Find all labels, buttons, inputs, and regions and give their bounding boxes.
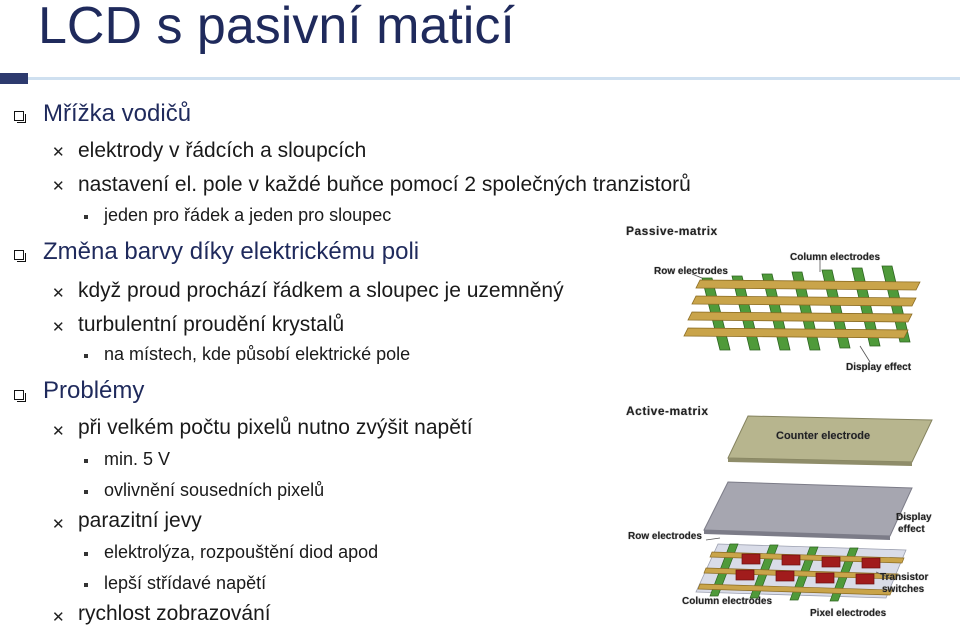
- active-matrix-title: Active-matrix: [626, 404, 709, 418]
- bullet-level2: parazitní jevy: [78, 509, 202, 532]
- gold-electrode: [696, 280, 920, 290]
- cross-bullet-icon: ✕: [52, 516, 65, 533]
- square-bullet-icon: [84, 215, 88, 219]
- column-electrodes-label: Column electrodes: [790, 252, 881, 263]
- square-bullet-icon: [84, 490, 88, 494]
- bullet-level3: ovlivnění sousedních pixelů: [104, 480, 325, 500]
- square-bullet-icon: [14, 250, 25, 261]
- square-bullet-icon: [14, 390, 25, 401]
- pixel-electrode: [736, 570, 754, 580]
- square-bullet-icon: [84, 583, 88, 587]
- pixel-electrode: [816, 573, 834, 583]
- cross-bullet-icon: ✕: [52, 285, 65, 302]
- bullet-level1: Změna barvy díky elektrickému poli: [43, 238, 420, 265]
- bullet-level1: Problémy: [43, 377, 145, 404]
- bullet-level3: elektrolýza, rozpouštění diod apod: [104, 542, 379, 562]
- cross-bullet-icon: ✕: [52, 144, 65, 161]
- bullet-level2: rychlost zobrazování: [78, 602, 271, 625]
- display-effect-line1: Display: [896, 512, 932, 523]
- pixel-electrode: [782, 555, 800, 565]
- passive-matrix-diagram: [620, 222, 950, 382]
- transistor-label-line1: Transistor: [880, 572, 929, 583]
- title-rule: [28, 77, 960, 80]
- bullet-level2: nastavení el. pole v každé buňce pomocí 2 společných tranzistorů: [78, 173, 691, 196]
- active-matrix-figure: [620, 402, 950, 624]
- cross-bullet-icon: ✕: [52, 319, 65, 336]
- cross-bullet-icon: ✕: [52, 609, 65, 626]
- display-effect-line2: effect: [898, 524, 925, 535]
- bullet-level2: když proud prochází řádkem a sloupec je uzemněný: [78, 279, 564, 302]
- bullet-level3: jeden pro řádek a jeden pro sloupec: [104, 205, 392, 225]
- bullet-level3: na místech, kde působí elektrické pole: [104, 344, 411, 364]
- display-effect-label: Display effect: [846, 362, 912, 373]
- bullet-level2: elektrody v řádcích a sloupcích: [78, 139, 367, 162]
- square-bullet-icon: [84, 354, 88, 358]
- square-bullet-icon: [84, 459, 88, 463]
- gold-electrode: [692, 296, 916, 306]
- pixel-electrode: [776, 571, 794, 581]
- gold-electrode: [684, 328, 908, 338]
- square-bullet-icon: [14, 111, 25, 122]
- cross-bullet-icon: ✕: [52, 423, 65, 440]
- cross-bullet-icon: ✕: [52, 178, 65, 195]
- pixel-electrodes-label: Pixel electrodes: [810, 608, 887, 619]
- passive-matrix-figure: [620, 222, 950, 382]
- passive-matrix-title: Passive-matrix: [626, 224, 718, 238]
- pixel-electrode: [856, 574, 874, 584]
- gold-electrode: [688, 312, 912, 322]
- pixel-electrode: [742, 554, 760, 564]
- column-electrodes-label: Column electrodes: [682, 596, 773, 607]
- slide-title: LCD s pasivní maticí: [38, 0, 515, 55]
- row-electrodes-label: Row electrodes: [628, 531, 702, 542]
- bullet-level2: turbulentní proudění krystalů: [78, 313, 345, 336]
- counter-electrode-label: Counter electrode: [776, 430, 871, 442]
- substrate-plate: [704, 482, 912, 536]
- bullet-level3: lepší střídavé napětí: [104, 573, 267, 593]
- pixel-electrode: [822, 557, 840, 567]
- bullet-level2: při velkém počtu pixelů nutno zvýšit napětí: [78, 416, 473, 439]
- row-electrodes-label: Row electrodes: [654, 266, 728, 277]
- title-accent-bar: [0, 73, 28, 84]
- transistor-label-line2: switches: [882, 584, 925, 595]
- pixel-electrode: [862, 558, 880, 568]
- square-bullet-icon: [84, 552, 88, 556]
- bullet-level1: Mřížka vodičů: [43, 100, 192, 127]
- bullet-level3: min. 5 V: [104, 449, 171, 469]
